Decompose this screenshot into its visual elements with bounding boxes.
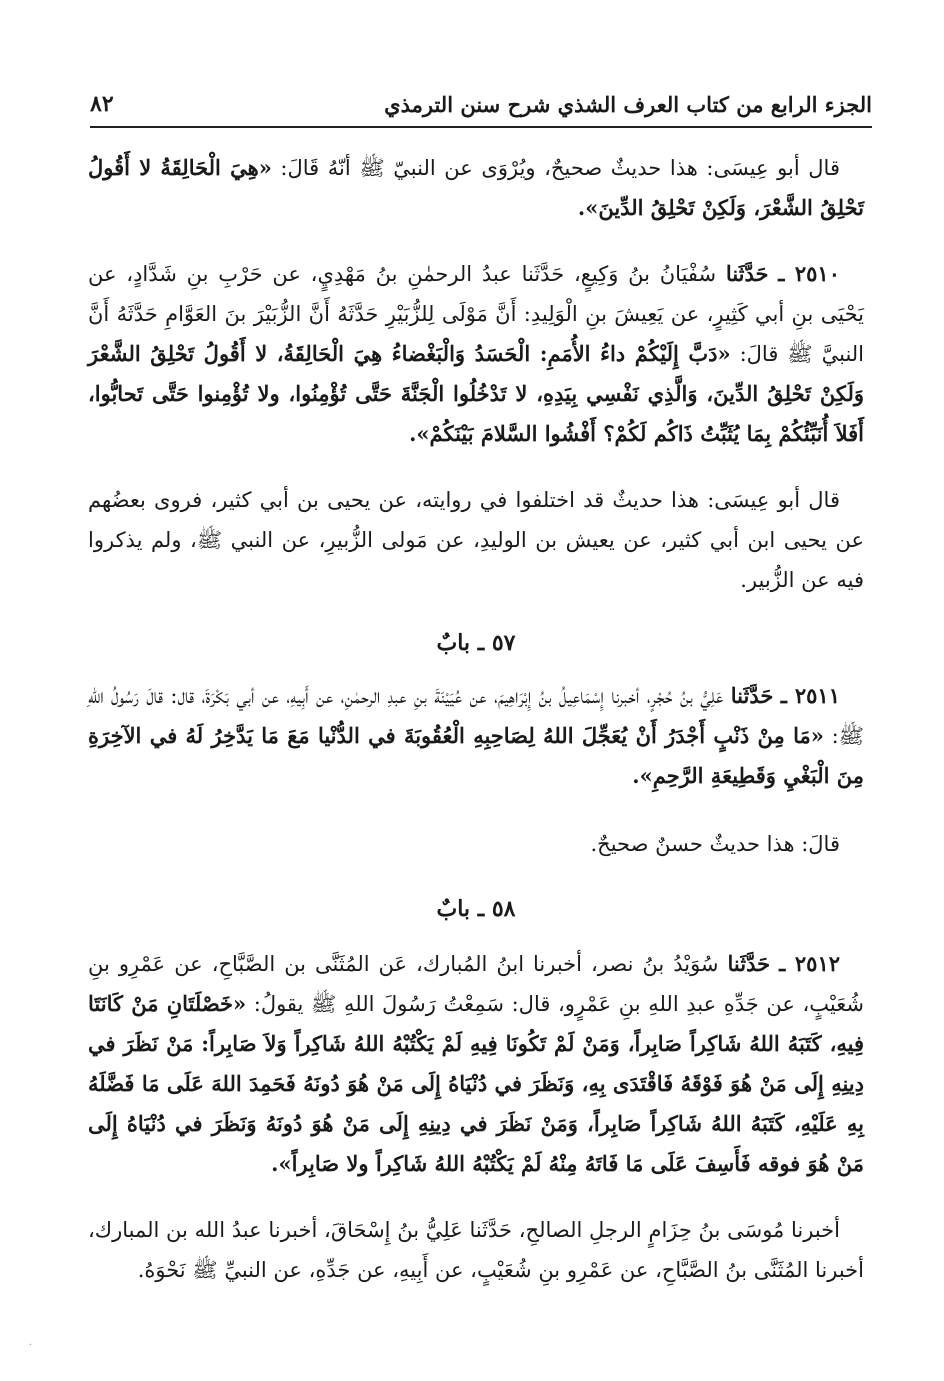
section-heading-58: ٥٨ ـ بابٌ bbox=[436, 896, 516, 922]
hadith-number: ٢٥١١ ـ bbox=[780, 683, 840, 708]
running-title: الجزء الرابع من كتاب العرف الشذي شرح سنن الترمذي bbox=[384, 91, 872, 117]
hadith-number: ٢٥١٠ ـ bbox=[778, 261, 840, 286]
hadith-2510 bbox=[88, 254, 864, 454]
hadathana-word: حَدَّثَنا bbox=[725, 261, 769, 286]
paragraph-abu-isa-1 bbox=[88, 148, 864, 228]
hadith-2511 bbox=[88, 676, 864, 796]
paragraph-text: قالَ: هذا حديثٌ حسنٌ صحيحٌ. bbox=[590, 832, 840, 856]
page-number: ٨٢ bbox=[90, 91, 114, 117]
hadith-isnad: سُفْيَانُ بنُ وَكِيعٍ، حَدَّثَنا عبدُ الرحمٰنِ بنُ مَهْدِيٍ، عن حَرْبِ بنِ شَدَّادٍ، عن يَحْيَى بنِ أبي كَثِيرٍ، عن يَعِيشَ بنِ الْوَلِيدِ: أَنَّ مَوْلَى لِلزُّبَيْرِ حَدَّثَهُ أَنَّ الزُّبَيْرَ بنَ العَوَّامِ حَدَّثَهُ أَنَّ النبيَّ ﷺ قالَ: bbox=[88, 262, 865, 366]
page-header bbox=[90, 82, 872, 128]
paragraph-text: قال أبو عِيسَى: هذا حديثٌ صحيحٌ، ويُرْوَى عن النبيّ ﷺ أنّهُ قَالَ: bbox=[271, 156, 840, 180]
paragraph-grading bbox=[88, 824, 864, 864]
hadith-isnad: عَلِيُّ بنُ حُجْرٍ، أخبرنا إِسْمَاعِيلُ بنُ إِبْرَاهِيمَ، عن عُيَيْنَةَ بنِ عبدِ الرحمٰنِ، عن أَبِيهِ، عن أبي بَكْرَةَ، قال: قالَ رَسُولُ اللهِ ﷺ: bbox=[88, 684, 865, 748]
hadith-matn: «هِيَ الْحَالِقَةُ لا أَقُولُ تَحْلِقُ الشَّعْرَ، وَلَكِنْ تَحْلِقُ الدِّينَ». bbox=[88, 155, 864, 220]
hadith-2512 bbox=[88, 944, 864, 1184]
hadith-matn: «مَا مِنْ ذَنْبٍ أَجْدَرُ أَنْ يُعَجِّلَ اللهُ لِصَاحِبِهِ الْعُقُوبَةَ في الدُّنْيا مَعَ مَا يَدَّخِرُ لَهُ في الآخِرَةِ مِنَ الْبَغْيِ وَقَطِيعَةِ الرَّحِمِ». bbox=[88, 723, 864, 788]
section-heading-57: ٥٧ ـ بابٌ bbox=[436, 630, 516, 656]
paragraph-abu-isa-2 bbox=[88, 480, 864, 600]
corner-mark-icon: · bbox=[28, 1340, 32, 1351]
hadathana-word: حَدَّثَنا bbox=[727, 951, 771, 976]
hadith-matn: «خَصْلَتَانِ مَنْ كَانَتَا فِيهِ، كَتَبَهُ اللهُ شَاكِراً صَابِراً، وَمَنْ لَمْ تَكُونَا فِيهِ لَمْ يَكْتُبْهُ اللهُ شَاكِراً وَلاَ صَابِراً: مَنْ نَظَرَ في دِينِهِ إِلَى مَنْ هُوَ فَوْقَهُ فَاقْتَدَى بِهِ، وَنَظَرَ في دُنْيَاهُ إِلَى مَنْ هُوَ دُونَهُ فَحَمِدَ اللهَ عَلَى مَا فَضَّلَهُ بِهِ عَلَيْهِ، كَتَبَهُ اللهُ شَاكِراً صَابِراً، وَمَنْ نَظَرَ في دِينِهِ إِلَى مَنْ هُوَ دُونَهُ وَنَظَرَ في دُنْيَاهُ إِلَى مَنْ هُوَ فوقه فَأَسِفَ عَلَى مَا فَاتَهُ مِنْهُ لَمْ يَكْتُبْهُ اللهُ شَاكِراً ولا صَابِراً». bbox=[88, 991, 864, 1176]
paragraph-text: قال أبو عِيسَى: هذا حديثٌ قد اختلفوا في روايته، عن يحيى بن أبي كثير، فروى بعضُهم عن يحيى ابن أبي كثير، عن يعيش بن الوليدِ، عن مَولى الزُّبيرِ، عن النبي ﷺ، ولم يذكروا فيه عن الزُّبير. bbox=[88, 488, 864, 592]
hadith-matn: «دَبَّ إِلَيْكُمْ داءُ الأُمَمِ: الْحَسَدُ وَالْبَغْضاءُ هِيَ الْحَالِقَةُ، لا أَقُولُ تَحْلِقُ الشَّعْرَ وَلَكِنْ تَحْلِقُ الدِّينَ، وَالَّذِي نَفْسِي بِيَدِهِ، لا تَدْخُلُوا الْجَنَّةَ حَتَّى تُؤْمِنُوا، ولا تُؤْمِنوا حَتَّى تَحابُّوا، أَفَلاَ أُنَبِّئُكُمْ بِمَا يُثَبِّتُ ذَاكُم لَكُمْ؟ أَفْشُوا السَّلامَ بَيْنَكُمْ». bbox=[88, 341, 864, 446]
hadith-isnad: سُوَيْدُ بنُ نصر، أخبرنا ابنُ المُبارك، عَن المُثَنَّى بن الصَّبَّاحِ، عن عَمْرِو بنِ شُعَيْبٍ، عن جَدِّهِ عبدِ اللهِ بنِ عَمْرٍو، قال: سَمِعْتُ رَسُولَ اللهِ ﷺ يقولُ: bbox=[88, 952, 864, 1016]
paragraph-chain bbox=[88, 1210, 864, 1290]
hadathana-word: حَدَّثَنا bbox=[730, 683, 774, 708]
paragraph-text: أخبرنا مُوسَى بنُ حِزَامٍ الرجلِ الصالحِ، حَدَّثَنا عَلِيُّ بنُ إِسْحَاقَ، أخبرنا عبدُ الله بن المبارك، أخبرنا المُثَنَّى بنُ الصَّبَّاحِ، عن عَمْرِو بنِ شُعَيْبٍ، عن أَبِيهِ، عن جَدِّهِ، عن النبيِّ ﷺ نَحْوَهُ. bbox=[88, 1218, 864, 1282]
hadith-number: ٢٥١٢ ـ bbox=[779, 951, 841, 976]
